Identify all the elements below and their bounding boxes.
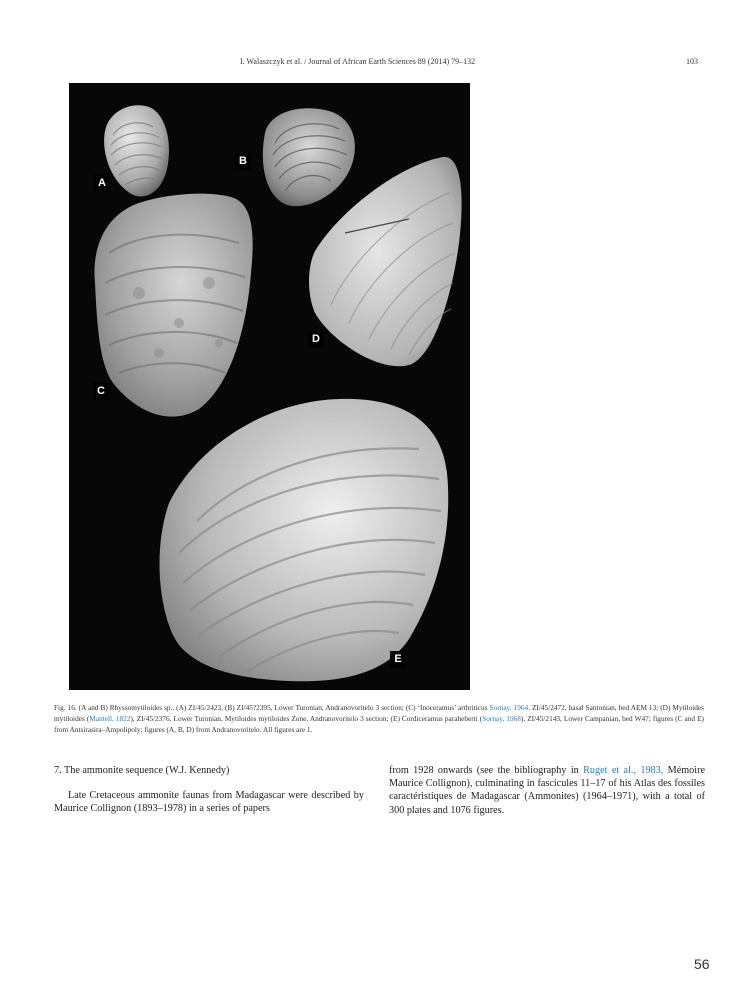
ref-ruget-1983[interactable]: Ruget et al., 1983,	[583, 765, 664, 776]
caption-text-1: Fig. 16. (A and B) Rhyssomytiloides sp., (A) ZI/45/2423, (B) ZI/45?2395, Lower Turonian, Andranovoritelo 3 section; (C) ‘Inoceramus’ arthriticus	[54, 703, 490, 712]
right-column	[389, 764, 705, 817]
fossil-plate-figure	[69, 83, 470, 690]
specimen-e-shell	[160, 399, 449, 681]
right-text-1: from 1928 onwards (see the bibliography in	[389, 765, 584, 776]
fossil-photographs	[69, 83, 470, 690]
specimen-b-shell	[263, 108, 355, 206]
caption-text-2: ZI/45/2472, basal Santonian, bed AEM 13; (D) Mytiloides mytiloides (	[54, 703, 704, 724]
left-column	[54, 764, 364, 816]
plate-label-d: D	[308, 331, 324, 348]
right-text-2: Mémoire Maurice Collignon), culminating in fascicules 11–17 of his Atlas des fossiles caractéristiques de Madagascar (Ammonites) (1964–1971), with a total of 300 plates and 1076 figures.	[389, 765, 706, 816]
body-paragraph-right	[389, 764, 705, 817]
specimen-a-shell	[104, 105, 169, 196]
header-page-number: 103	[686, 57, 698, 66]
caption-ref-sornay-1964[interactable]: Sornay, 1964,	[489, 703, 530, 712]
plate-label-c: C	[93, 383, 109, 400]
caption-text-4: ), ZI/45/2143, Lower Campanian, bed W47; figures (C and E) from Antsirasira–Ampolipoly; figures (A, B, D) from Andranovoritelo. All figures are 1.	[54, 714, 704, 735]
plate-label-a: A	[94, 175, 110, 192]
specimen-c-shell	[94, 194, 252, 417]
body-paragraph-left: Late Cretaceous ammonite faunas from Madagascar were described by Maurice Collignon (1893–1978) in a series of papers	[54, 790, 364, 815]
plate-label-e: E	[390, 651, 406, 668]
figure-caption	[54, 702, 704, 736]
caption-text-3: ), ZI/45/2376, Lower Turonian, Mytiloides mytiloides Zone, Andranovoritelo 3 section; (E) Cordiceramus paraheberti (	[130, 714, 483, 724]
journal-citation: I. Walaszczyk et al. / Journal of African Earth Sciences 89 (2014) 79–132	[240, 57, 476, 66]
footer-page-number: 56	[694, 956, 710, 972]
caption-ref-sornay-1968[interactable]: Sornay, 1968	[482, 714, 521, 724]
section-title: 7. The ammonite sequence (W.J. Kennedy)	[54, 765, 230, 776]
plate-label-b: B	[235, 153, 251, 170]
caption-ref-mantell-1822[interactable]: Mantell, 1822	[89, 714, 131, 724]
